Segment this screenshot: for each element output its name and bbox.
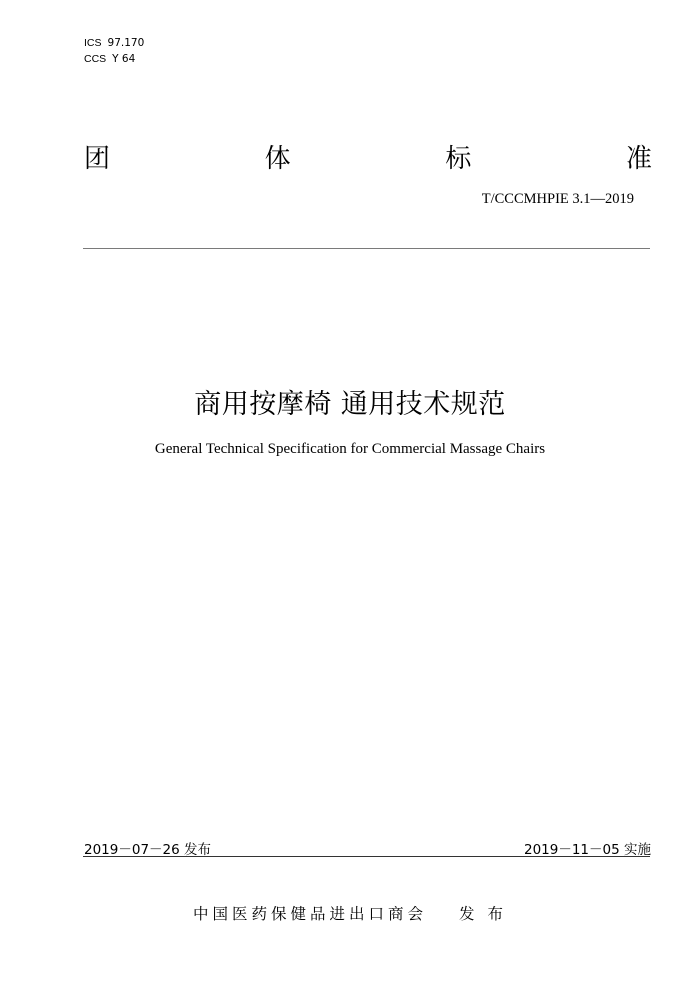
standard-number: T/CCCMHPIE 3.1—2019 [481,191,634,207]
implement-date: 2019－11－05 实施 [523,842,651,858]
standard-type-char: 团 [84,144,111,174]
document-title-cn: 商用按摩椅 通用技术规范 [194,389,506,420]
standard-type-char: 标 [445,144,472,174]
standard-type-char: 体 [264,144,291,174]
footer-divider [83,856,650,857]
header-divider [83,248,650,249]
publish-date: 2019－07－26 发布 [84,842,212,858]
issuer-org: 中国医药保健品进出口商会 [193,905,428,923]
ics-value: 97.170 [107,37,145,49]
ics-label: ICS [84,37,102,49]
ccs-value: Y 64 [112,53,136,65]
issuer-line [0,902,700,924]
document-title-en: General Technical Specification for Commercial Massage Chairs [154,441,546,457]
ccs-label: CCS [84,53,107,65]
ics-code [84,35,144,51]
standard-type-heading [84,138,652,175]
standard-type-char: 准 [625,144,652,174]
issuer-action: 发 布 [459,905,507,923]
dates-row [84,838,651,858]
classification-codes [84,35,144,67]
ccs-code [84,51,144,67]
